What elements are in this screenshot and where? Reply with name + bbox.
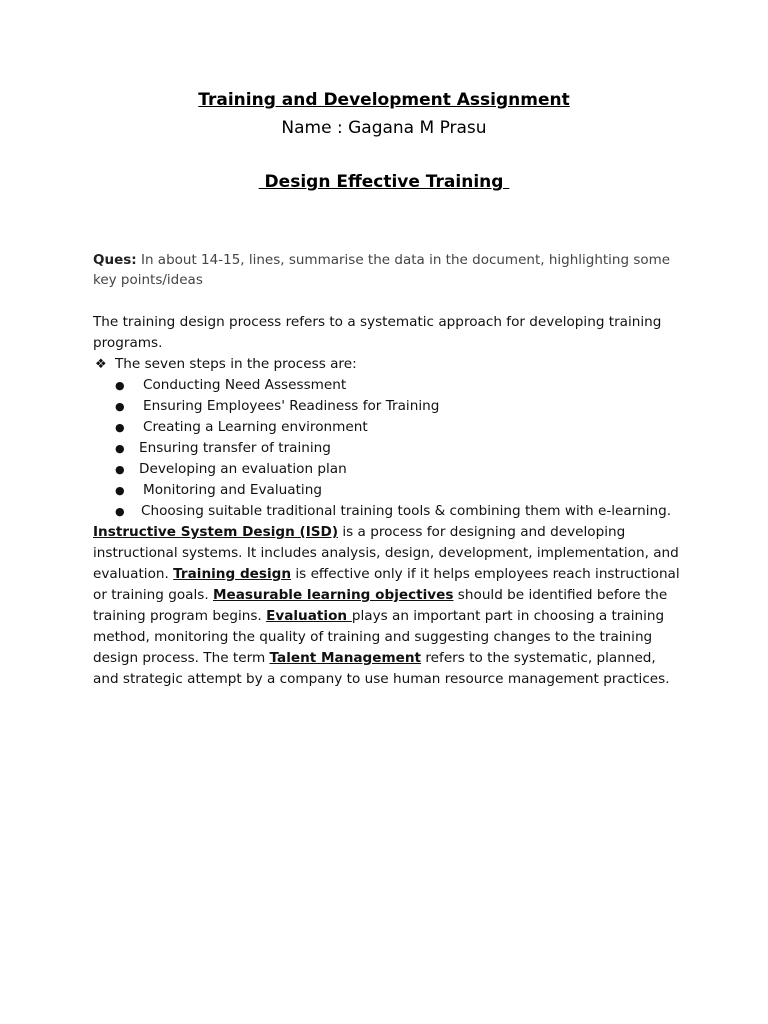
isd-text: is a process for designing and developing instructional systems. It includes analysis, design, development, implementation, and evaluation.: [93, 524, 679, 582]
step-text: Ensuring transfer of training: [139, 440, 331, 456]
round-bullet-icon: ●: [115, 442, 125, 455]
list-item: [93, 375, 683, 396]
question-block: [93, 250, 673, 290]
list-item: [93, 396, 683, 417]
question-text: In about 14-15, lines, summarise the data in the document, highlighting some key points/ideas: [93, 252, 671, 288]
step-text: Creating a Learning environment: [143, 419, 368, 435]
author-label: Name :: [281, 118, 349, 138]
steps-heading: [93, 354, 683, 375]
list-item: [93, 417, 683, 438]
step-text: Monitoring and Evaluating: [143, 482, 322, 498]
round-bullet-icon: ●: [115, 379, 125, 392]
list-item: [93, 459, 683, 480]
evaluation-text: plays an important part in choosing a training method, monitoring the quality of training and suggesting changes to the training design process. The term: [93, 608, 665, 666]
summary-body: [93, 312, 683, 690]
summary-paragraph: [93, 522, 683, 690]
round-bullet-icon: ●: [115, 505, 125, 518]
training-design-text: is effective only if it helps employees reach instructional or training goals.: [93, 566, 680, 603]
training-design-term: Training design: [173, 566, 292, 582]
step-text: Choosing suitable traditional training tools & combining them with e-learning.: [141, 503, 672, 519]
objectives-text: should be identified before the training program begins.: [93, 587, 668, 624]
list-item: [93, 501, 683, 522]
section-title: Design Effective Training: [258, 172, 510, 192]
author-line: [0, 118, 768, 138]
author-name: Gagana M Prasu: [348, 118, 487, 138]
step-text: Conducting Need Assessment: [143, 377, 347, 393]
intro-paragraph: The training design process refers to a systematic approach for developing training programs.: [93, 314, 662, 351]
diamond-bullet-icon: ❖: [95, 357, 107, 372]
evaluation-term: Evaluation: [266, 608, 352, 624]
step-text: Developing an evaluation plan: [139, 461, 347, 477]
steps-list: [93, 375, 683, 522]
round-bullet-icon: ●: [115, 463, 125, 476]
question-label: Ques:: [93, 252, 137, 268]
document-title: Training and Development Assignment: [198, 90, 570, 110]
talent-management-text: refers to the systematic, planned, and strategic attempt by a company to use human resource management practices.: [93, 650, 670, 687]
round-bullet-icon: ●: [115, 400, 125, 413]
round-bullet-icon: ●: [115, 484, 125, 497]
step-text: Ensuring Employees' Readiness for Training: [143, 398, 440, 414]
list-item: [93, 480, 683, 501]
talent-management-term: Talent Management: [269, 650, 422, 666]
steps-heading-text: The seven steps in the process are:: [115, 356, 357, 372]
isd-term: Instructive System Design (ISD): [93, 524, 339, 540]
round-bullet-icon: ●: [115, 421, 125, 434]
objectives-term: Measurable learning objectives: [213, 587, 454, 603]
list-item: [93, 438, 683, 459]
